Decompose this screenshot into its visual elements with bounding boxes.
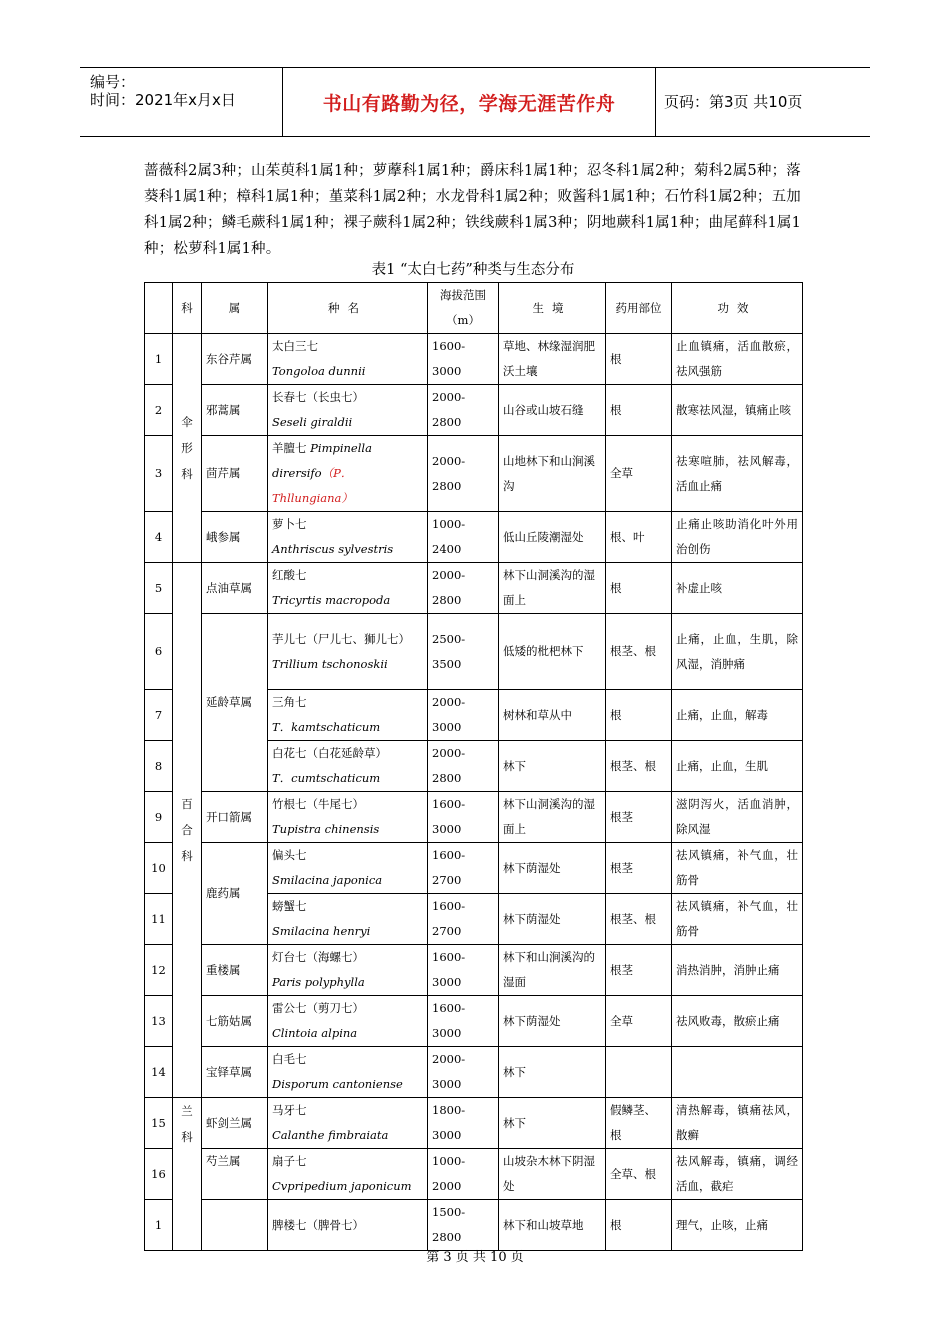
- species-cn: 羊膻七: [272, 441, 307, 455]
- altitude-cell: 2000-2800: [428, 436, 499, 512]
- altitude-cell: 2000-2800: [428, 741, 499, 792]
- part-cell: 根茎: [606, 945, 672, 996]
- species-cell: [268, 563, 428, 614]
- species-cn: 白花七（白花延龄草）: [272, 746, 387, 760]
- genus-cell: [202, 1200, 268, 1251]
- part-cell: 根茎、根: [606, 614, 672, 690]
- row-number: 14: [145, 1047, 173, 1098]
- species-cn: 脾楼七（脾骨七）: [272, 1217, 364, 1232]
- altitude-cell: 2000-2800: [428, 385, 499, 436]
- habitat-cell: 林下山洞溪沟的湿面上: [499, 563, 606, 614]
- species-sci: T．cumtschaticum: [272, 771, 381, 785]
- genus-cell: 鹿药属: [202, 843, 268, 945]
- genus-cell: 东谷芹属: [202, 334, 268, 385]
- habitat-cell: 林下: [499, 1047, 606, 1098]
- species-cn: 芋儿七（尸儿七、狮儿七）: [272, 631, 410, 646]
- habitat-cell: 林下荫湿处: [499, 894, 606, 945]
- altitude-cell: 1600-3000: [428, 945, 499, 996]
- part-cell: 根: [606, 563, 672, 614]
- header-motto: 书山有路勤为径，学海无涯苦作舟: [322, 92, 616, 115]
- genus-cell: 点油草属: [202, 563, 268, 614]
- col-no: [145, 283, 173, 334]
- species-cn: 螃蟹七: [272, 899, 307, 913]
- part-cell: 根茎、根: [606, 741, 672, 792]
- family-cell: 兰科: [173, 1098, 202, 1251]
- row-number: 12: [145, 945, 173, 996]
- species-cn: 长春七（长虫七）: [272, 390, 364, 404]
- part-cell: 根茎: [606, 843, 672, 894]
- habitat-cell: 草地、林缘湿润肥沃土壤: [499, 334, 606, 385]
- altitude-cell: 1600-2700: [428, 894, 499, 945]
- habitat-cell: 林下荫湿处: [499, 996, 606, 1047]
- altitude-cell: 2000-3000: [428, 690, 499, 741]
- family-cell: 百合科: [173, 563, 202, 1098]
- species-cell: [268, 1098, 428, 1149]
- altitude-cell: 2000-3000: [428, 1047, 499, 1098]
- effect-cell: 清热解毒，镇痛祛风，散癣: [672, 1098, 803, 1149]
- part-cell: 全草: [606, 996, 672, 1047]
- row-number: 1: [145, 1200, 173, 1251]
- table-caption: 表1 “太白七药”种类与生态分布: [371, 262, 575, 278]
- row-number: 13: [145, 996, 173, 1047]
- effect-cell: 祛风解毒，镇痛，调经活血，截疟: [672, 1149, 803, 1200]
- effect-cell: 祛风镇痛，补气血，壮筋骨: [672, 843, 803, 894]
- species-cell: [268, 436, 428, 512]
- row-number: 4: [145, 512, 173, 563]
- col-habitat: 生境: [499, 283, 606, 334]
- species-sci: Cvpripedium japonicum: [272, 1179, 412, 1193]
- species-sci: Tongoloa dunnii: [272, 364, 366, 378]
- part-cell: 假鳞茎、根: [606, 1098, 672, 1149]
- species-cn: 三角七: [272, 695, 307, 709]
- effect-cell: [672, 1047, 803, 1098]
- effect-cell: 止痛，止血，生肌，除风湿，消肿痛: [672, 614, 803, 690]
- species-sci: Tricyrtis macropoda: [272, 593, 391, 607]
- row-number: 7: [145, 690, 173, 741]
- altitude-cell: 1600-3000: [428, 792, 499, 843]
- table-row: [145, 1098, 803, 1149]
- altitude-cell: 1800-3000: [428, 1098, 499, 1149]
- habitat-cell: 林下山洞溪沟的湿面上: [499, 792, 606, 843]
- altitude-cell: 1000-2000: [428, 1149, 499, 1200]
- species-cn: 马牙七: [272, 1103, 307, 1117]
- part-cell: 根茎: [606, 792, 672, 843]
- effect-cell: 祛寒喧肺，祛风解毒，活血止痛: [672, 436, 803, 512]
- species-cell: [268, 843, 428, 894]
- genus-cell: 邪蒿属: [202, 385, 268, 436]
- effect-cell: 止痛，止血，生肌: [672, 741, 803, 792]
- habitat-cell: 林下: [499, 1098, 606, 1149]
- species-cn: 雷公七（剪刀七）: [272, 1001, 364, 1015]
- genus-cell: 茴芹属: [202, 436, 268, 512]
- row-number: 3: [145, 436, 173, 512]
- altitude-cell: 2500-3500: [428, 614, 499, 690]
- page-footer: 第 3 页 共 10 页: [426, 1250, 524, 1265]
- effect-cell: 止痛止咳助消化叶外用治创伤: [672, 512, 803, 563]
- species-cell: [268, 894, 428, 945]
- part-cell: 根: [606, 334, 672, 385]
- date-label: 时间：2021年x月x日: [90, 91, 236, 109]
- row-number: 6: [145, 614, 173, 690]
- col-species: 种名: [268, 283, 428, 334]
- table-header-row: [145, 283, 803, 334]
- species-sci: Disporum cantoniense: [272, 1077, 403, 1091]
- table-row: [145, 1047, 803, 1098]
- species-cell: [268, 1149, 428, 1200]
- number-label: 编号：: [90, 73, 136, 91]
- part-cell: 全草、根: [606, 1149, 672, 1200]
- species-cell: [268, 741, 428, 792]
- species-cell: [268, 1047, 428, 1098]
- effect-cell: 止痛，止血，解毒: [672, 690, 803, 741]
- genus-cell: 虾剑兰属: [202, 1098, 268, 1149]
- table-row: [145, 1149, 803, 1200]
- species-sci: T．kamtschaticum: [272, 720, 381, 734]
- habitat-cell: 林下荫湿处: [499, 843, 606, 894]
- row-number: 16: [145, 1149, 173, 1200]
- habitat-cell: 低山丘陵潮湿处: [499, 512, 606, 563]
- header-page-cell: [656, 68, 870, 136]
- species-cell: [268, 690, 428, 741]
- species-cn: 偏头七: [272, 848, 307, 862]
- effect-cell: 消热消肿，消肿止痛: [672, 945, 803, 996]
- genus-cell: 延龄草属: [202, 614, 268, 792]
- part-cell: 根、叶: [606, 512, 672, 563]
- species-cn: 红酸七: [272, 568, 307, 582]
- row-number: 8: [145, 741, 173, 792]
- col-altitude: 海拔范围（m）: [428, 283, 499, 334]
- species-cell: [268, 334, 428, 385]
- table-row: [145, 436, 803, 512]
- effect-cell: 祛风败毒，散瘀止痛: [672, 996, 803, 1047]
- genus-cell: 重楼属: [202, 945, 268, 996]
- page-header: [80, 67, 870, 137]
- table-row: [145, 614, 803, 690]
- table-row: [145, 792, 803, 843]
- row-number: 1: [145, 334, 173, 385]
- header-page-label: 页码：第3页 共10页: [664, 93, 803, 111]
- effect-cell: 止血镇痛，活血散瘀，祛风强筋: [672, 334, 803, 385]
- species-cn: 灯台七（海螺七）: [272, 950, 364, 964]
- habitat-cell: 山谷或山坡石缝: [499, 385, 606, 436]
- species-sci: Clintoia alpina: [272, 1026, 358, 1040]
- species-table: [144, 282, 803, 1251]
- part-cell: 根茎、根: [606, 894, 672, 945]
- species-cell: [268, 385, 428, 436]
- species-sci: Paris polyphylla: [272, 975, 365, 989]
- table-row: [145, 945, 803, 996]
- habitat-cell: 山坡杂木林下阴湿处: [499, 1149, 606, 1200]
- intro-paragraph: 蔷薇科2属3种；山茱萸科1属1种；萝藦科1属1种；爵床科1属1种；忍冬科1属2种；菊科2属5种；落葵科1属1种；樟科1属1种；堇菜科1属2种；水龙骨科1属2种；败酱科1属1种；石竹科1属2种；五加科1属2种；鳞毛蕨科1属1种；裸子蕨科1属2种；铁线蕨科1属3种；阴地蕨科1属1种；曲尾藓科1属1种；松萝科1属1种。: [144, 163, 802, 257]
- altitude-cell: 1500-2800: [428, 1200, 499, 1251]
- species-cell: [268, 512, 428, 563]
- header-meta: [80, 68, 282, 136]
- altitude-cell: 1600-3000: [428, 334, 499, 385]
- species-cell: [268, 996, 428, 1047]
- species-cell: [268, 945, 428, 996]
- habitat-cell: 林下: [499, 741, 606, 792]
- part-cell: 根: [606, 690, 672, 741]
- species-cn: 萝卜七: [272, 517, 307, 531]
- species-sci: Smilacina henryi: [272, 924, 371, 938]
- species-sci: Pimpinella dirersifo: [272, 441, 372, 480]
- genus-cell: 芍兰属: [202, 1149, 268, 1200]
- altitude-cell: 2000-2800: [428, 563, 499, 614]
- species-sci: Calanthe fimbraiata: [272, 1128, 389, 1142]
- altitude-cell: 1000-2400: [428, 512, 499, 563]
- row-number: 10: [145, 843, 173, 894]
- table-row: [145, 334, 803, 385]
- species-sci: Tupistra chinensis: [272, 822, 380, 836]
- species-cell: [268, 614, 428, 690]
- habitat-cell: 树林和草从中: [499, 690, 606, 741]
- row-number: 11: [145, 894, 173, 945]
- table-row: [145, 563, 803, 614]
- table-row: [145, 1200, 803, 1251]
- table-row: [145, 385, 803, 436]
- col-part: 药用部位: [606, 283, 672, 334]
- altitude-cell: 1600-2700: [428, 843, 499, 894]
- part-cell: [606, 1047, 672, 1098]
- table-row: [145, 996, 803, 1047]
- row-number: 2: [145, 385, 173, 436]
- family-cell: 伞形科: [173, 334, 202, 563]
- effect-cell: 补虚止咳: [672, 563, 803, 614]
- species-sci: Anthriscus sylvestris: [272, 542, 394, 556]
- table-row: [145, 843, 803, 894]
- effect-cell: 滋阴泻火，活血消肿，除风湿: [672, 792, 803, 843]
- species-sci: Trillium tschonoskii: [272, 656, 388, 671]
- species-synonym: （P．Thllungiana）: [272, 466, 353, 505]
- species-sci: Seseli giraldii: [272, 415, 353, 429]
- row-number: 15: [145, 1098, 173, 1149]
- altitude-cell: 1600-3000: [428, 996, 499, 1047]
- effect-cell: 理气，止咳，止痛: [672, 1200, 803, 1251]
- genus-cell: 七筋姑属: [202, 996, 268, 1047]
- habitat-cell: 林下和山坡草地: [499, 1200, 606, 1251]
- species-cn: 太白三七: [272, 339, 318, 353]
- species-cn: 扇子七: [272, 1154, 307, 1168]
- genus-cell: 宝铎草属: [202, 1047, 268, 1098]
- col-genus: 属: [202, 283, 268, 334]
- table-row: [145, 512, 803, 563]
- species-cn: 竹根七（牛尾七）: [272, 797, 364, 811]
- habitat-cell: 林下和山涧溪沟的湿面: [499, 945, 606, 996]
- genus-cell: 峨参属: [202, 512, 268, 563]
- species-sci: Smilacina japonica: [272, 873, 383, 887]
- effect-cell: 散寒祛风湿，镇痛止咳: [672, 385, 803, 436]
- habitat-cell: 山地林下和山涧溪沟: [499, 436, 606, 512]
- part-cell: 根: [606, 1200, 672, 1251]
- genus-cell: 开口箭属: [202, 792, 268, 843]
- header-motto-cell: [282, 68, 656, 136]
- effect-cell: 祛风镇痛，补气血，壮筋骨: [672, 894, 803, 945]
- species-cn: 白毛七: [272, 1052, 307, 1066]
- col-family: 科: [173, 283, 202, 334]
- row-number: 5: [145, 563, 173, 614]
- row-number: 9: [145, 792, 173, 843]
- part-cell: 根: [606, 385, 672, 436]
- col-effect: 功效: [672, 283, 803, 334]
- habitat-cell: 低矮的枇杷林下: [499, 614, 606, 690]
- species-cell: [268, 792, 428, 843]
- species-cell: [268, 1200, 428, 1251]
- part-cell: 全草: [606, 436, 672, 512]
